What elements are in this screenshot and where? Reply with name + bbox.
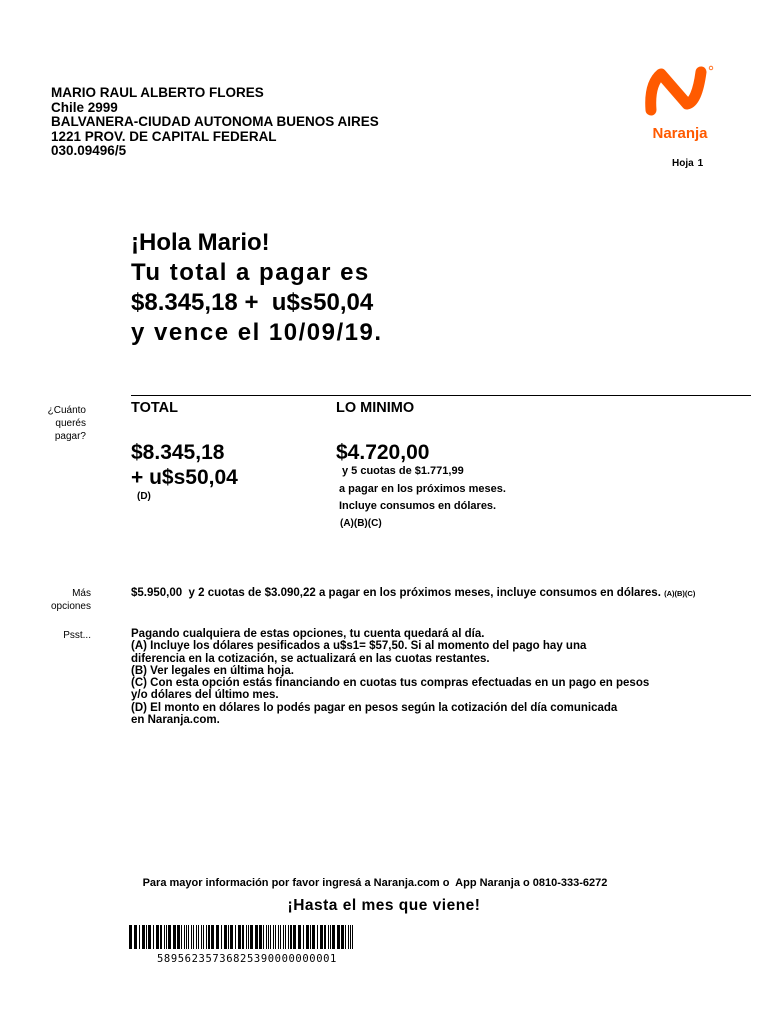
psst-label: Psst... (63, 630, 91, 641)
barcode-bar (221, 925, 222, 949)
greeting-due-date: y vence el 10/09/19. (131, 319, 383, 346)
barcode-number: 58956235736825390000000001 (157, 953, 337, 965)
sheet-label: Hoja (672, 158, 694, 169)
barcode-bar (328, 925, 329, 949)
psst-line: (A) Incluye los dólares pesificados a u$s1= $57,50. Si al momento del pago hay una (131, 640, 587, 653)
psst-line: (D) El monto en dólares lo podés pagar en pesos según la cotización del día comunicada (131, 701, 618, 714)
barcode-bar (306, 925, 309, 949)
barcode-bar (273, 925, 274, 949)
barcode-bar (181, 925, 182, 949)
barcode-bar (211, 925, 214, 949)
customer-account: 030.09496/5 (51, 143, 127, 158)
closing-message: ¡Hasta el mes que viene! (287, 897, 481, 914)
barcode-bar (280, 925, 281, 949)
barcode-bar (303, 925, 304, 949)
barcode-bar (201, 925, 202, 949)
more-options-notes: (A)(B)(C) (664, 589, 696, 598)
barcode-bar (184, 925, 185, 949)
barcode-bar (275, 925, 276, 949)
more-options-label-line1: Más (72, 588, 91, 599)
barcode-bar (134, 925, 137, 949)
barcode-bar (298, 925, 301, 949)
barcode-bar (193, 925, 194, 949)
barcode-bar (196, 925, 197, 949)
total-note: (D) (137, 491, 151, 502)
customer-address (51, 86, 379, 159)
more-options-detail: $5.950,00 y 2 cuotas de $3.090,22 a pagar en los próximos meses, incluye consumos en dólares. (131, 587, 661, 599)
barcode-bar (278, 925, 279, 949)
brand-name: Naranja (652, 125, 708, 142)
minimum-heading: LO MINIMO (336, 400, 415, 416)
barcode-bar (345, 925, 346, 949)
more-options-label-line2: opciones (50, 601, 91, 612)
psst-notes (131, 628, 649, 726)
brand-logo (645, 60, 715, 142)
barcode-bar (160, 925, 162, 949)
barcode-bar (224, 925, 227, 949)
question-line2: pagar? (54, 431, 86, 442)
footer-info (0, 877, 768, 889)
barcode (129, 925, 357, 949)
psst-line: y/o dólares del último mes. (131, 689, 279, 702)
customer-postal: 1221 PROV. DE CAPITAL FEDERAL (51, 128, 277, 144)
barcode-bar (238, 925, 241, 949)
barcode-bar (283, 925, 284, 949)
barcode-bar (177, 925, 180, 949)
minimum-notes: (A)(B)(C) (340, 518, 382, 529)
barcode-bar (320, 925, 323, 949)
barcode-bar (352, 925, 353, 949)
barcode-bar (285, 925, 286, 949)
total-heading: TOTAL (131, 400, 178, 416)
total-amount: $8.345,18 (131, 441, 225, 464)
barcode-bar (235, 925, 236, 949)
footer-info-text: Para mayor información por favor ingresá a Naranja.com o App Naranja o 0810-333-6272 (142, 877, 608, 889)
barcode-bar (337, 925, 340, 949)
barcode-bar (166, 925, 167, 949)
barcode-bar (248, 925, 249, 949)
barcode-bar (186, 925, 187, 949)
barcode-bar (310, 925, 311, 949)
question-label (16, 404, 86, 443)
barcode-bar (228, 925, 229, 949)
minimum-amount: $4.720,00 (336, 441, 430, 464)
barcode-bar (350, 925, 351, 949)
customer-city: BALVANERA-CIUDAD AUTONOMA BUENOS AIRES (51, 114, 379, 129)
greeting-hello: ¡Hola Mario! (131, 229, 270, 256)
barcode-bar (348, 925, 349, 949)
barcode-bar (198, 925, 199, 949)
minimum-period: a pagar en los próximos meses. (339, 483, 506, 495)
barcode-bar (142, 925, 145, 949)
barcode-bar (293, 925, 296, 949)
barcode-bar (266, 925, 267, 949)
minimum-usd-note: Incluye consumos en dólares. (339, 500, 497, 512)
barcode-bar (188, 925, 189, 949)
barcode-bar (216, 925, 219, 949)
barcode-bar (268, 925, 269, 949)
barcode-bar (230, 925, 233, 949)
barcode-bar (148, 925, 151, 949)
barcode-bar (270, 925, 271, 949)
barcode-bar (191, 925, 192, 949)
barcode-bar (206, 925, 207, 949)
barcode-bar (153, 925, 154, 949)
minimum-installments: y 5 cuotas de $1.771,99 (342, 465, 464, 477)
barcode-bar (341, 925, 344, 949)
barcode-bar (330, 925, 331, 949)
psst-line: diferencia en la cotización, se actualizará en las cuotas restantes. (131, 652, 490, 665)
barcode-bar (173, 925, 176, 949)
psst-line: Pagando cualquiera de estas opciones, tu cuenta quedará al día. (131, 628, 485, 640)
barcode-bar (242, 925, 244, 949)
barcode-bar (208, 925, 210, 949)
barcode-bar (259, 925, 262, 949)
psst-line: en Naranja.com. (131, 714, 220, 727)
barcode-bar (332, 925, 335, 949)
barcode-bar (312, 925, 315, 949)
sheet-number (672, 158, 703, 169)
divider (131, 395, 751, 396)
sheet-value: 1 (697, 158, 704, 169)
barcode-bar (290, 925, 292, 949)
more-options-text (131, 587, 695, 600)
barcode-bar (164, 925, 165, 949)
question-line1: ¿Cuánto querés (47, 405, 86, 429)
barcode-bar (146, 925, 147, 949)
barcode-bar (324, 925, 326, 949)
barcode-bar (203, 925, 204, 949)
greeting-block (131, 228, 383, 348)
total-usd-amount: + u$s50,04 (131, 466, 238, 489)
barcode-bar (129, 925, 132, 949)
barcode-bar (255, 925, 258, 949)
customer-name: MARIO RAUL ALBERTO FLORES (51, 85, 264, 100)
psst-line: (B) Ver legales en última hoja. (131, 664, 294, 677)
barcode-bar (156, 925, 159, 949)
psst-line: (C) Con esta opción estás financiando en cuotas tus compras efectuadas en un pago en pesos (131, 677, 650, 690)
greeting-total-amount: $8.345,18 + u$s50,04 (131, 289, 374, 316)
barcode-bar (250, 925, 253, 949)
more-options-label (21, 587, 91, 613)
greeting-total-intro: Tu total a pagar es (131, 259, 370, 286)
naranja-n-logo-icon (645, 60, 715, 118)
barcode-bar (317, 925, 318, 949)
customer-street: Chile 2999 (51, 99, 118, 115)
barcode-bar (168, 925, 171, 949)
barcode-bar (288, 925, 289, 949)
barcode-bar (246, 925, 247, 949)
barcode-bar (139, 925, 140, 949)
barcode-bar (263, 925, 264, 949)
